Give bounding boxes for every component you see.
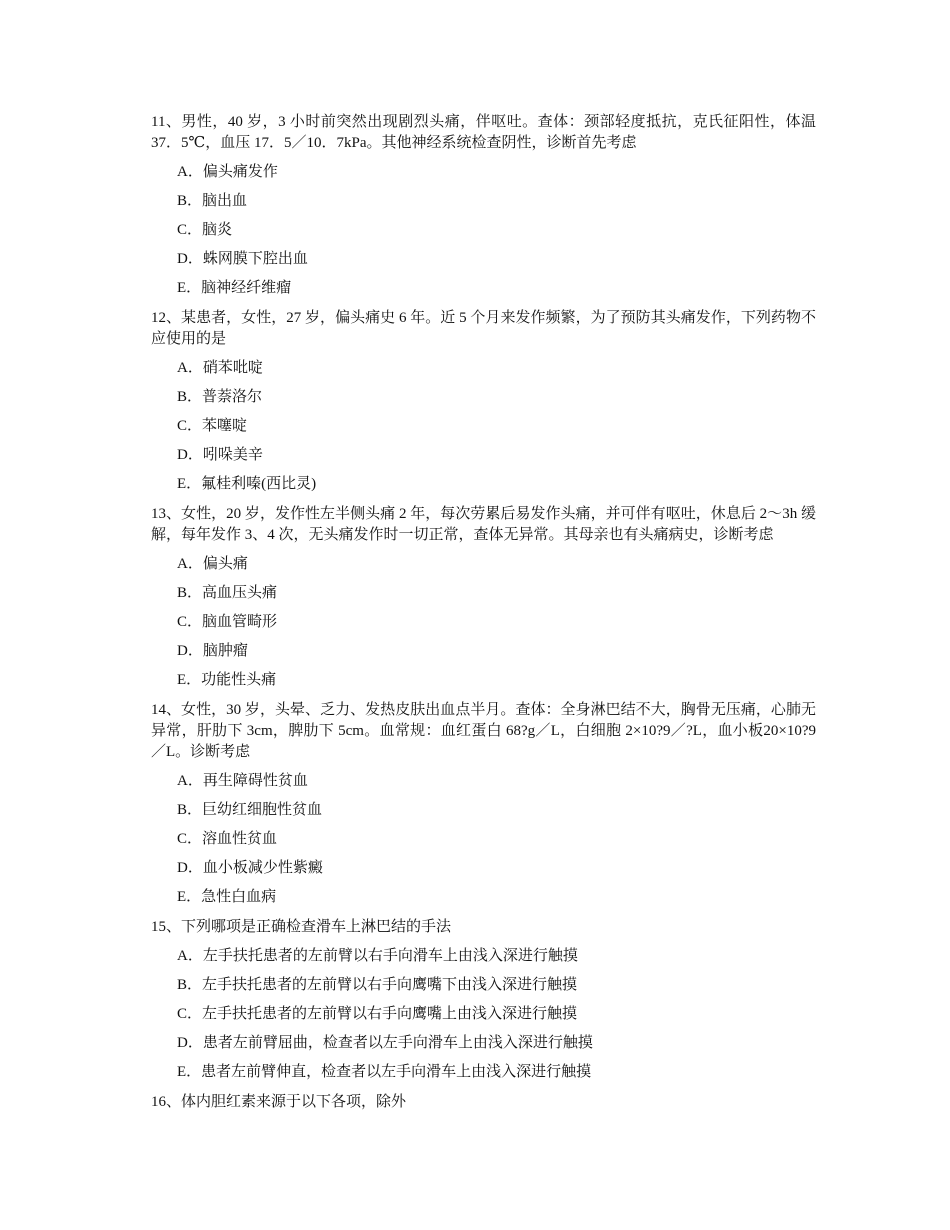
option-a: A．左手扶托患者的左前臂以右手向滑车上由浅入深进行触摸 xyxy=(177,948,578,964)
option-b: B．高血压头痛 xyxy=(177,585,278,601)
option-e: E．患者左前臂伸直，检查者以左手向滑车上由浅入深进行触摸 xyxy=(177,1064,592,1080)
option-list xyxy=(151,162,816,299)
option-b: B．脑出血 xyxy=(177,193,248,209)
option-d: D．吲哚美辛 xyxy=(177,447,263,463)
option-a: A．偏头痛 xyxy=(177,556,248,572)
option-a: A．硝苯吡啶 xyxy=(177,360,263,376)
question-16 xyxy=(151,1092,816,1113)
option-d: D．蛛网膜下腔出血 xyxy=(177,251,308,267)
question-stem: 11、男性，40 岁，3 小时前突然出现剧烈头痛，伴呕吐。查体：颈部轻度抵抗，克氏征阳性，体温37．5℃，血压 17．5／10．7kPa。其他神经系统检查阴性，诊断首先考虑 xyxy=(151,114,816,151)
option-d: D．脑肿瘤 xyxy=(177,643,248,659)
option-e: E．功能性头痛 xyxy=(177,672,277,688)
option-e: E．氟桂利嗪(西比灵) xyxy=(177,476,317,492)
option-list xyxy=(151,946,816,1083)
question-13 xyxy=(151,504,816,691)
option-b: B．左手扶托患者的左前臂以右手向鹰嘴下由浅入深进行触摸 xyxy=(177,977,578,993)
question-15 xyxy=(151,917,816,1083)
option-b: B．巨幼红细胞性贫血 xyxy=(177,802,323,818)
question-14 xyxy=(151,700,816,908)
option-d: D．血小板减少性紫癜 xyxy=(177,860,323,876)
option-list xyxy=(151,771,816,908)
question-stem: 15、下列哪项是正确检查滑车上淋巴结的手法 xyxy=(151,919,452,935)
option-list xyxy=(151,554,816,691)
question-12 xyxy=(151,308,816,495)
question-stem: 12、某患者，女性，27 岁，偏头痛史 6 年。近 5 个月来发作频繁，为了预防其头痛发作，下列药物不应使用的是 xyxy=(151,310,816,347)
option-e: E．脑神经纤维瘤 xyxy=(177,280,292,296)
option-e: E．急性白血病 xyxy=(177,889,277,905)
option-c: C．脑血管畸形 xyxy=(177,614,278,630)
option-a: A．偏头痛发作 xyxy=(177,164,278,180)
option-c: C．溶血性贫血 xyxy=(177,831,278,847)
option-list xyxy=(151,358,816,495)
question-list xyxy=(151,112,816,1113)
option-a: A．再生障碍性贫血 xyxy=(177,773,308,789)
option-c: C．苯噻啶 xyxy=(177,418,248,434)
option-c: C．左手扶托患者的左前臂以右手向鹰嘴上由浅入深进行触摸 xyxy=(177,1006,578,1022)
option-d: D．患者左前臂屈曲，检查者以左手向滑车上由浅入深进行触摸 xyxy=(177,1035,593,1051)
option-c: C．脑炎 xyxy=(177,222,233,238)
question-stem: 16、体内胆红素来源于以下各项，除外 xyxy=(151,1094,407,1110)
question-11 xyxy=(151,112,816,299)
question-stem: 14、女性，30 岁，头晕、乏力、发热皮肤出血点半月。查体：全身淋巴结不大，胸骨无压痛，心肺无异常，肝肋下 3cm，脾肋下 5cm。血常规：血红蛋白 68?g／L，白细胞 2×10?9／?L，血小板20×10?9／L。诊断考虑 xyxy=(151,702,816,760)
question-stem: 13、女性，20 岁，发作性左半侧头痛 2 年，每次劳累后易发作头痛，并可伴有呕吐，休息后 2～3h 缓解，每年发作 3、4 次，无头痛发作时一切正常，查体无异常。其母亲也有头痛病史，诊断考虑 xyxy=(151,506,816,543)
option-b: B．普萘洛尔 xyxy=(177,389,263,405)
